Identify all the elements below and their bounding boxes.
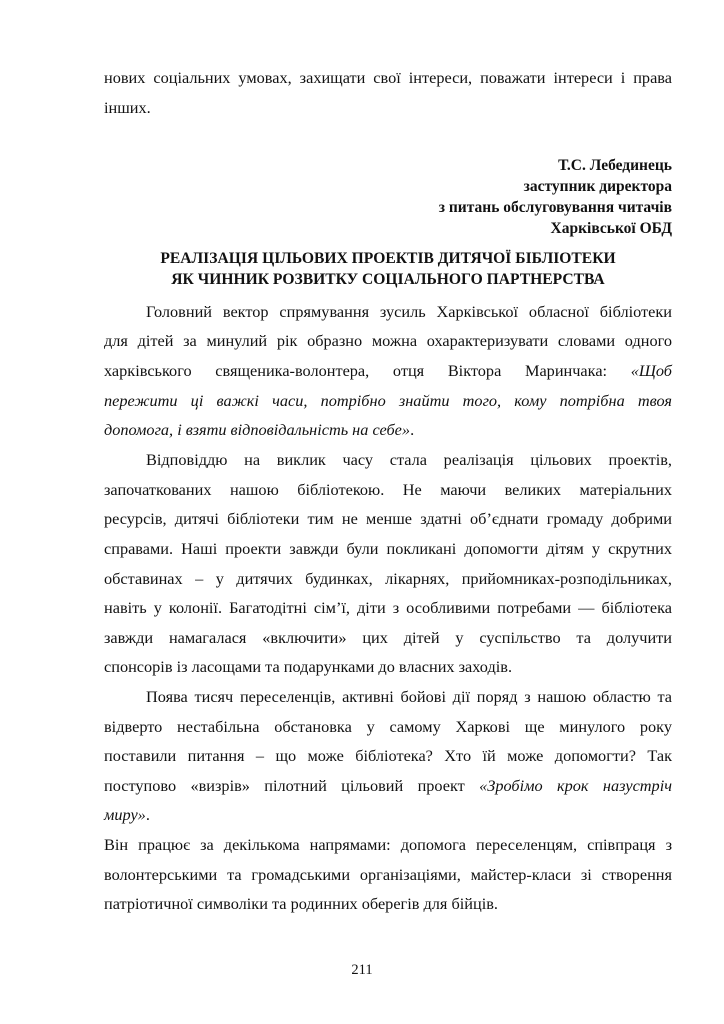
- text-run: харківського священика-волонтера, отця Віктора Маринчака:: [104, 361, 631, 380]
- text-line: Головний вектор спрямування зусиль Харківської обласної бібліотеки: [146, 302, 672, 321]
- text-line: інших.: [104, 98, 151, 117]
- text-line: навіть у колонії. Багатодітні сім’ї, діти з особливими потребами — бібліотека: [104, 598, 672, 617]
- author-position: заступник директора: [523, 178, 672, 195]
- text-line: Поява тисяч переселенців, активні бойові дії поряд з нашою областю та: [146, 687, 672, 706]
- quote-text: «Щоб: [630, 361, 672, 380]
- author-position: з питань обслуговування читачів: [438, 199, 672, 216]
- project-name: «Зробімо крок назустріч: [479, 776, 672, 795]
- author-name: Т.С. Лебединець: [558, 157, 672, 174]
- text-line: нових соціальних умовах, захищати свої інтереси, поважати інтереси і права: [104, 68, 672, 87]
- text-line: Він працює за декількома напрямами: допомога переселенцям, співпраця з: [104, 835, 672, 854]
- quote-line: [104, 390, 672, 412]
- text-line: [104, 775, 672, 797]
- text-line: волонтерськими та громадськими організаціями, майстер-класи зі створення: [104, 865, 672, 884]
- article-title: ЯК ЧИННИК РОЗВИТКУ СОЦІАЛЬНОГО ПАРТНЕРСТВА: [171, 271, 605, 288]
- text-line: [104, 360, 672, 382]
- text-line: відверто нестабільна обстановка у самому Харкові ще минулого року: [104, 717, 672, 736]
- text-line: [104, 804, 672, 826]
- text-line: завжди намагалася «включити» цих дітей у суспільство та долучити: [104, 628, 672, 647]
- project-name: миру»: [104, 805, 146, 824]
- text-line: справами. Наші проекти завжди були покликані допомогти дітям у скрутних: [104, 539, 672, 558]
- text-line: Відповіддю на виклик часу стала реалізація цільових проектів,: [146, 450, 672, 469]
- text-line: для дітей за минулий рік образно можна охарактеризувати словами одного: [104, 331, 672, 350]
- text-line: ресурсів, дитячі бібліотеки тим не менше здатні об’єднати громаду добрими: [104, 509, 672, 528]
- text-line: патріотичної символіки та родинних оберегів для бійців.: [104, 894, 498, 913]
- quote-text: пережити ці важкі часи, потрібно знайти того, кому потрібна твоя: [104, 391, 672, 410]
- quote-text: допомога, і взяти відповідальність на себе»: [104, 420, 411, 439]
- article-title: РЕАЛІЗАЦІЯ ЦІЛЬОВИХ ПРОЕКТІВ ДИТЯЧОЇ БІБЛІОТЕКИ: [160, 250, 616, 267]
- text-line: обставинах – у дитячих будинках, лікарнях, прийомниках-розподільниках,: [104, 569, 672, 588]
- quote-line: [104, 419, 672, 441]
- author-organization: Харківської ОБД: [550, 220, 672, 237]
- text-run: .: [145, 805, 150, 824]
- text-line: спонсорів із ласощами та подарунками до власних заходів.: [104, 657, 513, 676]
- text-run: .: [410, 420, 415, 439]
- text-line: поставили питання – що може бібліотека? Хто їй може допомогти? Так: [104, 746, 672, 765]
- page-number: 211: [351, 962, 373, 978]
- text-line: започаткованих нашою бібліотекою. Не маючи великих матеріальних: [104, 480, 672, 499]
- text-run: поступово «визрів» пілотний цільовий проект: [104, 776, 480, 795]
